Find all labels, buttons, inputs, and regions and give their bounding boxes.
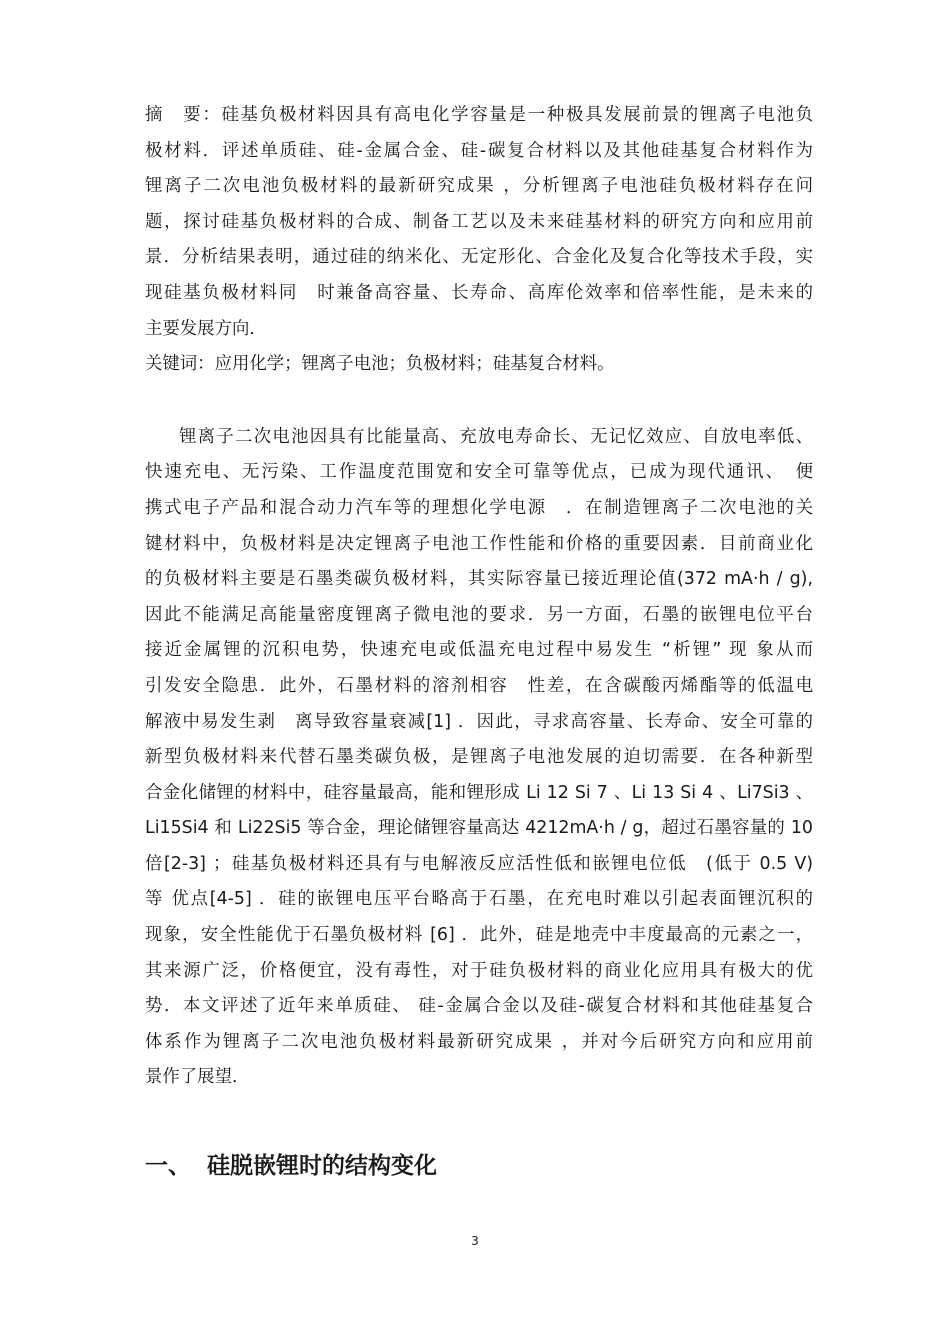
body-line: 体系作为锂离子二次电池负极材料最新研究成果 ，并对今后研究方向和应用前	[145, 1031, 813, 1052]
abstract-line: 摘 要：硅基负极材料因具有高电化学容量是一种极具发展前景的锂离子电池负	[145, 105, 813, 125]
body-line: 新型负极材料来代替石墨类碳负极，是锂离子电池发展的迫切需要．在各种新型	[145, 747, 813, 768]
body-line: 接近金属锂的沉积电势，快速充电或低温充电过程中易发生 “析锂” 现 象从而	[145, 640, 813, 661]
body-line: 引发安全隐患．此外，石墨材料的溶剂相容 性差，在含碳酸丙烯酯等的低温电	[145, 675, 813, 696]
body-paragraph	[145, 420, 813, 1096]
body-line: Li15Si4 和 Li22Si5 等合金，理论储锂容量高达 4212mA·h / g，超过石墨容量的 10	[145, 818, 813, 839]
body-line: 因此不能满足高能量密度锂离子微电池的要求．另一方面，石墨的嵌锂电位平台	[145, 604, 813, 625]
body-line: 势．本文评述了近年来单质硅、 硅-金属合金以及硅-碳复合材料和其他硅基复合	[145, 996, 813, 1017]
section-number: 一、	[145, 1153, 191, 1179]
abstract-line: 题，探讨硅基负极材料的合成、制备工艺以及未来硅基材料的研究方向和应用前	[145, 211, 813, 232]
abstract-line: 景．分析结果表明，通过硅的纳米化、无定形化、合金化及复合化等技术手段，实	[145, 247, 813, 268]
body-line: 其来源广泛，价格便宜，没有毒性，对于硅负极材料的商业化应用具有极大的优	[145, 960, 813, 981]
body-line: 携式电子产品和混合动力汽车等的理想化学电源 ．在制造锂离子二次电池的关	[145, 497, 813, 518]
section-heading	[145, 1146, 437, 1186]
page-number: 3	[471, 1234, 479, 1248]
body-line: 现象，安全性能优于石墨负极材料 [6] ．此外，硅是地壳中丰度最高的元素之一，	[145, 925, 813, 946]
abstract-line: 极材料．评述单质硅、硅-金属合金、硅-碳复合材料以及其他硅基复合材料作为	[145, 140, 813, 161]
body-line: 景作了展望．	[145, 1067, 250, 1088]
abstract-paragraph	[145, 98, 813, 347]
keywords-line: 关键词：应用化学；锂离子电池；负极材料；硅基复合材料。	[145, 354, 615, 375]
body-line: 键材料中，负极材料是决定锂离子电池工作性能和价格的重要因素．目前商业化	[145, 533, 813, 554]
paragraph-gap	[145, 383, 813, 420]
section-title: 硅脱嵌锂时的结构变化	[207, 1153, 437, 1179]
abstract-line: 主要发展方向．	[145, 318, 267, 339]
body-line: 解液中易发生剥 离导致容量衰减[1] ．因此，寻求高容量、长寿命、安全可靠的	[145, 711, 813, 732]
body-line: 合金化储锂的材料中，硅容量最高，能和锂形成 Li 12 Si 7 、Li 13 Si 4 、Li7Si3 、	[145, 782, 813, 803]
body-line: 倍[2-3] ；硅基负极材料还具有与电解液反应活性低和嵌锂电位低 (低于 0.5 V)	[145, 853, 813, 874]
body-line: 的负极材料主要是石墨类碳负极材料，其实际容量已接近理论值(372 mA·h / g),	[145, 569, 813, 590]
body-line: 锂离子二次电池因具有比能量高、充放电寿命长、无记忆效应、自放电率低、	[179, 426, 813, 447]
abstract-line: 锂离子二次电池负极材料的最新研究成果 ，分析锂离子电池硅负极材料存在问	[145, 176, 813, 197]
body-line: 快速充电、无污染、工作温度范围宽和安全可靠等优点，已成为现代通讯、 便	[145, 462, 813, 483]
abstract-line: 现硅基负极材料同 时兼备高容量、长寿命、高库伦效率和倍率性能，是未来的	[145, 282, 813, 303]
page-content	[145, 98, 813, 1096]
body-line: 等 优点[4-5] ．硅的嵌锂电压平台略高于石墨，在充电时难以引起表面锂沉积的	[145, 889, 813, 910]
